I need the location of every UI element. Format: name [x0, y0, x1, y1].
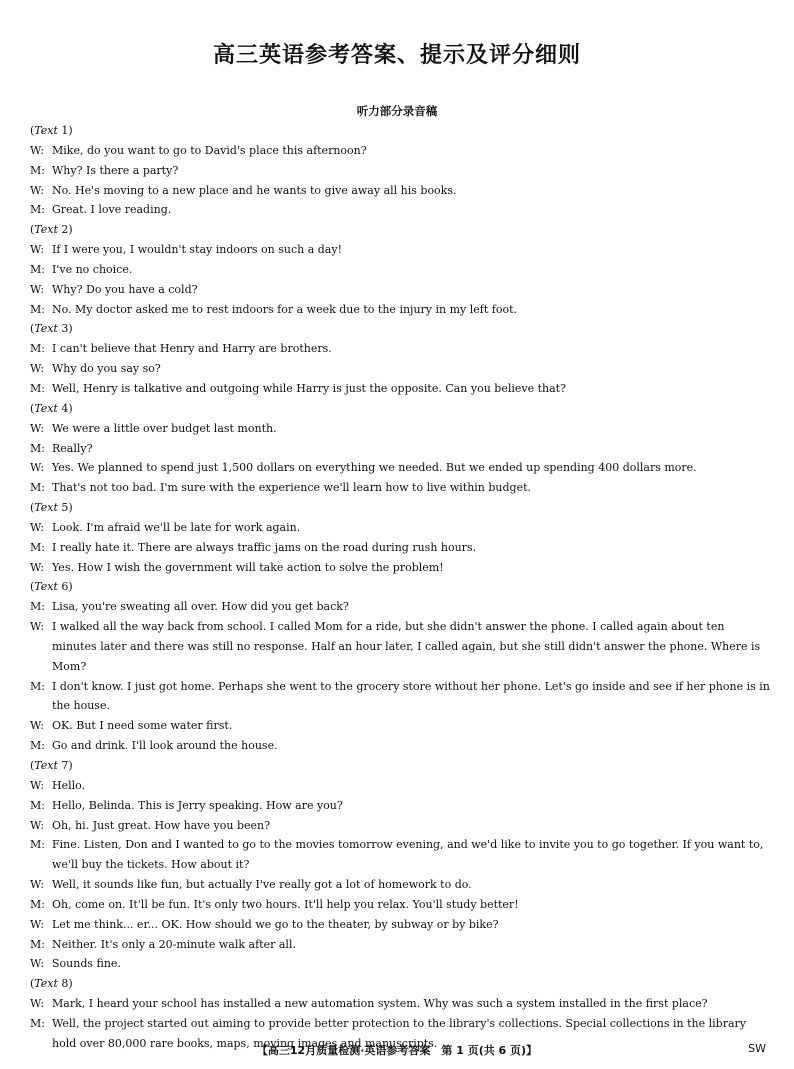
dialogue-text: Why do you say so? [52, 362, 161, 376]
dialogue-text: Really? [52, 441, 93, 455]
speaker-label: M: [30, 679, 45, 693]
dialogue-text: Hello, Belinda. This is Jerry speaking. How are you? [52, 798, 343, 812]
section-number: 5) [57, 501, 73, 515]
speaker-label: M: [30, 1016, 45, 1030]
speaker-label: M: [30, 600, 45, 614]
dialogue-line [30, 558, 770, 578]
dialogue-text: Fine. Listen, Don and I wanted to go to the movies tomorrow evening, and we'd like to invite you to go together. If you want to, we'll buy the tickets. How about it? [52, 838, 764, 872]
speaker-label: M: [30, 838, 45, 852]
section-text-word: Text [34, 223, 58, 237]
speaker-label: M: [30, 342, 45, 356]
dialogue-text: I don't know. I just got home. Perhaps she went to the grocery store without her phone. Let's go inside and see if her phone is in the house. [52, 679, 770, 713]
section-open-paren: ( [30, 977, 35, 991]
speaker-label: W: [30, 282, 45, 296]
text-section-label [30, 974, 770, 994]
dialogue-text: Great. I love reading. [52, 203, 172, 217]
footer-code: SW [748, 1042, 766, 1055]
dialogue-line [30, 835, 770, 875]
dialogue-line [30, 439, 770, 459]
dialogue-line [30, 379, 770, 399]
speaker-label: W: [30, 461, 45, 475]
dialogue-text: Sounds fine. [52, 957, 121, 971]
speaker-label: W: [30, 560, 45, 574]
dialogue-text: If I were you, I wouldn't stay indoors on such a day! [52, 243, 342, 257]
dialogue-line [30, 458, 770, 478]
dialogue-text: Neither. It's only a 20-minute walk after all. [52, 937, 296, 951]
text-section-label [30, 121, 770, 141]
section-open-paren: ( [30, 401, 35, 415]
section-text-word: Text [34, 322, 58, 336]
speaker-label: W: [30, 719, 45, 733]
speaker-label: M: [30, 203, 45, 217]
dialogue-text: That's not too bad. I'm sure with the experience we'll learn how to live within budget. [52, 481, 532, 495]
section-number: 6) [57, 580, 73, 594]
dialogue-text: Mike, do you want to go to David's place this afternoon? [52, 143, 367, 157]
dialogue-text: Well, the project started out aiming to provide better protection to the library's collections. Special collections in the library hold over 80,000 rare books, maps, moving images and manuscripts. [52, 1016, 747, 1050]
section-number: 2) [57, 223, 73, 237]
speaker-label: W: [30, 917, 45, 931]
speaker-label: W: [30, 778, 45, 792]
dialogue-line [30, 161, 770, 181]
dialogue-text: I really hate it. There are always traffic jams on the road during rush hours. [52, 540, 477, 554]
dialogue-line [30, 339, 770, 359]
section-open-paren: ( [30, 124, 35, 137]
dialogue-text: Lisa, you're sweating all over. How did you get back? [52, 600, 349, 614]
dialogue-line [30, 240, 770, 260]
dialogue-line [30, 181, 770, 201]
dialogue-line [30, 597, 770, 617]
speaker-label: M: [30, 441, 45, 455]
dialogue-text: Well, it sounds like fun, but actually I've really got a lot of homework to do. [52, 878, 472, 892]
section-number: 7) [57, 759, 73, 772]
speaker-label: M: [30, 798, 45, 812]
dialogue-text: Go and drink. I'll look around the house. [52, 739, 278, 753]
speaker-label: M: [30, 381, 45, 395]
dialogue-text: Well, Henry is talkative and outgoing while Harry is just the opposite. Can you believe that? [52, 381, 566, 395]
speaker-label: M: [30, 937, 45, 951]
speaker-label: M: [30, 739, 45, 753]
section-text-word: Text [34, 401, 58, 415]
dialogue-text: Why? Is there a party? [52, 163, 179, 177]
section-number: 1) [57, 124, 73, 137]
dialogue-line [30, 478, 770, 498]
speaker-label: W: [30, 997, 45, 1011]
page-footer: 【高三12月质量检测·英语参考答案 第 1 页(共 6 页)】 [256, 1044, 538, 1057]
section-open-paren: ( [30, 501, 35, 515]
section-open-paren: ( [30, 580, 35, 594]
dialogue-line [30, 677, 770, 717]
dialogue-line [30, 716, 770, 736]
dialogue-line [30, 300, 770, 320]
dialogue-text: Oh, hi. Just great. How have you been? [52, 818, 270, 832]
dialogue-text: I walked all the way back from school. I called Mom for a ride, but she didn't answer the phone. I called again about ten minutes later and there was still no response. Half an hour later, I called again, but she still didn't answer the phone. Where is Mom? [52, 620, 761, 673]
speaker-label: M: [30, 262, 45, 276]
speaker-label: W: [30, 143, 45, 157]
dialogue-text: No. My doctor asked me to rest indoors for a week due to the injury in my left foot. [52, 302, 517, 316]
dialogue-line [30, 816, 770, 836]
section-subtitle: 听力部分录音稿 [356, 104, 438, 118]
text-section-label [30, 498, 770, 518]
dialogue-text: We were a little over budget last month. [52, 421, 277, 435]
dialogue-line [30, 954, 770, 974]
dialogue-line [30, 776, 770, 796]
section-text-word: Text [34, 759, 58, 772]
speaker-label: W: [30, 183, 45, 197]
speaker-label: W: [30, 362, 45, 376]
section-open-paren: ( [30, 322, 35, 336]
listening-transcript [30, 121, 770, 1054]
dialogue-text: I can't believe that Henry and Harry are brothers. [52, 342, 332, 356]
dialogue-text: Hello. [52, 778, 86, 792]
dialogue-text: Why? Do you have a cold? [52, 282, 198, 296]
section-text-word: Text [34, 977, 58, 991]
dialogue-text: Yes. We planned to spend just 1,500 dollars on everything we needed. But we ended up spending 400 dollars more. [52, 461, 697, 475]
dialogue-line [30, 994, 770, 1014]
dialogue-text: Mark, I heard your school has installed a new automation system. Why was such a system installed in the first place? [52, 997, 708, 1011]
dialogue-line [30, 141, 770, 161]
dialogue-line [30, 518, 770, 538]
dialogue-line [30, 538, 770, 558]
speaker-label: W: [30, 878, 45, 892]
dialogue-text: Oh, come on. It'll be fun. It's only two hours. It'll help you relax. You'll study better! [52, 897, 519, 911]
speaker-label: W: [30, 957, 45, 971]
text-section-label [30, 319, 770, 339]
dialogue-line [30, 736, 770, 756]
dialogue-line [30, 796, 770, 816]
speaker-label: W: [30, 243, 45, 257]
section-text-word: Text [34, 580, 58, 594]
speaker-label: W: [30, 421, 45, 435]
dialogue-text: Look. I'm afraid we'll be late for work again. [52, 520, 301, 534]
dialogue-text: I've no choice. [52, 262, 133, 276]
speaker-label: M: [30, 897, 45, 911]
speaker-label: W: [30, 620, 45, 634]
speaker-label: M: [30, 481, 45, 495]
dialogue-line [30, 895, 770, 915]
section-text-word: Text [34, 124, 58, 137]
dialogue-text: OK. But I need some water first. [52, 719, 233, 733]
speaker-label: M: [30, 302, 45, 316]
speaker-label: W: [30, 818, 45, 832]
speaker-label: M: [30, 540, 45, 554]
speaker-label: W: [30, 520, 45, 534]
section-number: 3) [57, 322, 73, 336]
text-section-label [30, 220, 770, 240]
dialogue-line [30, 935, 770, 955]
speaker-label: M: [30, 163, 45, 177]
text-section-label [30, 399, 770, 419]
dialogue-text: Let me think... er... OK. How should we go to the theater, by subway or by bike? [52, 917, 499, 931]
dialogue-line [30, 617, 770, 677]
dialogue-text: Yes. How I wish the government will take action to solve the problem! [52, 560, 444, 574]
dialogue-line [30, 419, 770, 439]
page-title: 高三英语参考答案、提示及评分细则 [212, 43, 581, 68]
dialogue-line [30, 875, 770, 895]
section-open-paren: ( [30, 759, 35, 772]
dialogue-line [30, 359, 770, 379]
dialogue-line [30, 200, 770, 220]
text-section-label [30, 756, 770, 776]
dialogue-line [30, 915, 770, 935]
section-number: 4) [57, 401, 73, 415]
dialogue-text: No. He's moving to a new place and he wants to give away all his books. [52, 183, 457, 197]
dialogue-line [30, 260, 770, 280]
section-text-word: Text [34, 501, 58, 515]
dialogue-line [30, 280, 770, 300]
section-number: 8) [57, 977, 73, 991]
section-open-paren: ( [30, 223, 35, 237]
text-section-label [30, 577, 770, 597]
